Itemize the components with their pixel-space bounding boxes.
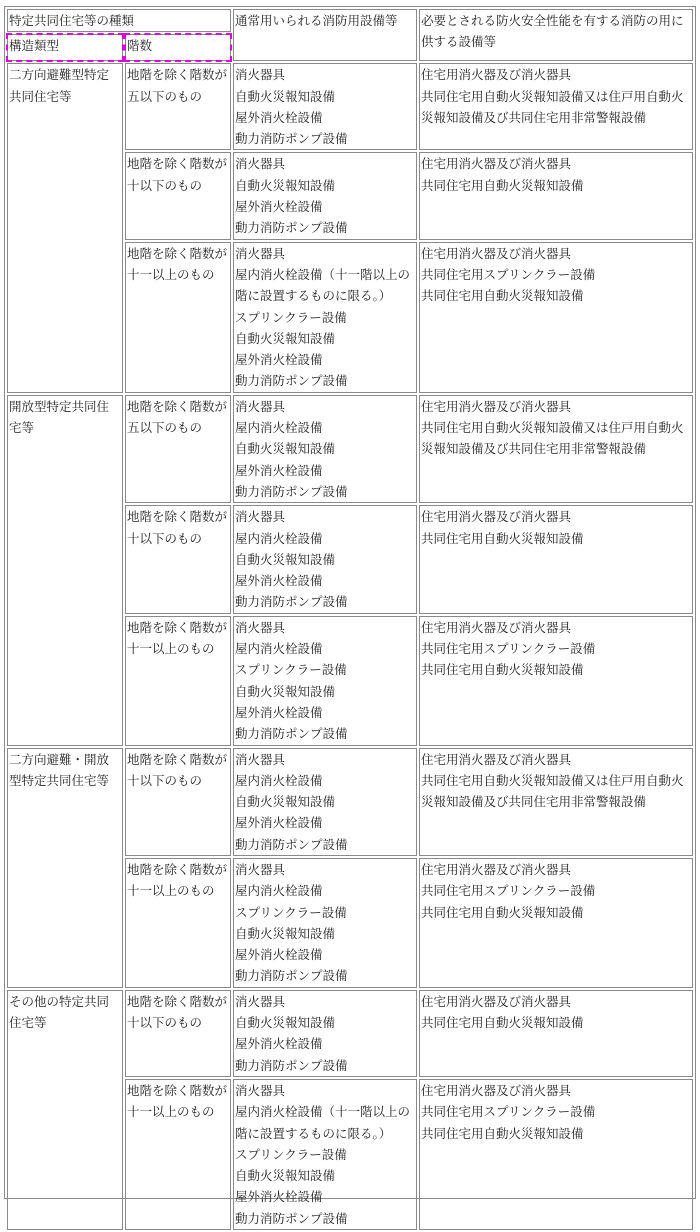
equipment-item: 屋外消火栓設備	[235, 462, 323, 478]
equipment-item: 住宅用消火器及び消火器具	[421, 861, 572, 877]
normal-equipment-cell	[233, 858, 417, 988]
equipment-item: 共同住宅用スプリンクラー設備	[421, 641, 596, 657]
normal-equipment-cell	[233, 748, 417, 856]
floor-count-cell: 地階を除く階数が十一以上のもの	[125, 242, 231, 393]
equipment-item: 動力消防ポンプ設備	[235, 1210, 348, 1226]
equipment-item: 自動火災報知設備	[235, 1168, 336, 1184]
equipment-item: 消火器具	[235, 509, 286, 525]
equipment-item: 屋内消火栓設備	[235, 530, 323, 546]
equipment-item: スプリンクラー設備	[235, 662, 347, 678]
required-equipment-cell	[419, 858, 693, 988]
equipment-item: 共同住宅用スプリンクラー設備	[421, 1104, 596, 1120]
equipment-item: 自動火災報知設備	[235, 177, 336, 193]
floor-count-cell: 地階を除く階数が十以下のもの	[125, 748, 231, 856]
equipment-item: 屋外消火栓設備	[235, 352, 323, 368]
equipment-item: スプリンクラー設備	[235, 309, 347, 325]
table-row	[7, 395, 693, 503]
equipment-item: 屋外消火栓設備	[235, 1036, 323, 1052]
equipment-item: 動力消防ポンプ設備	[235, 483, 348, 499]
equipment-item: 動力消防ポンプ設備	[235, 594, 348, 610]
normal-equipment-cell	[233, 242, 417, 393]
equipment-item: 屋内消火栓設備	[235, 883, 323, 899]
equipment-item: 動力消防ポンプ設備	[235, 968, 348, 984]
equipment-item: 消火器具	[235, 993, 286, 1009]
equipment-item: 住宅用消火器及び消火器具	[421, 67, 572, 83]
equipment-item: 共同住宅用自動火災報知設備又は住戸用自動火災報知設備及び共同住宅用非常警報設備	[421, 88, 684, 125]
structure-type-cell: その他の特定共同住宅等	[7, 990, 123, 1230]
equipment-item: 住宅用消火器及び消火器具	[421, 509, 572, 525]
floor-count-cell: 地階を除く階数が十以下のもの	[125, 505, 231, 613]
table-row	[7, 748, 693, 856]
equipment-item: 自動火災報知設備	[235, 794, 336, 810]
equipment-item: 自動火災報知設備	[235, 551, 336, 567]
normal-equipment-cell	[233, 395, 417, 503]
required-equipment-cell	[419, 990, 693, 1077]
normal-equipment-cell	[233, 990, 417, 1077]
equipment-item: 住宅用消火器及び消火器具	[421, 245, 572, 261]
fire-equipment-table	[5, 7, 695, 1232]
equipment-item: 屋内消火栓設備	[235, 772, 323, 788]
equipment-item: 消火器具	[235, 1082, 286, 1098]
equipment-item: 消火器具	[235, 245, 286, 261]
equipment-item: 屋外消火栓設備	[235, 815, 323, 831]
equipment-item: 共同住宅用自動火災報知設備	[421, 904, 584, 920]
equipment-item: 動力消防ポンプ設備	[235, 1057, 348, 1073]
equipment-item: 屋外消火栓設備	[235, 199, 323, 215]
equipment-item: 自動火災報知設備	[235, 1015, 336, 1031]
equipment-item: 消火器具	[235, 156, 286, 172]
equipment-item: 消火器具	[235, 67, 286, 83]
table-body	[7, 9, 693, 1230]
equipment-item: 消火器具	[235, 398, 286, 414]
normal-equipment-cell	[233, 616, 417, 746]
equipment-item: 消火器具	[235, 619, 286, 635]
equipment-item: 共同住宅用自動火災報知設備又は住戸用自動火災報知設備及び共同住宅用非常警報設備	[421, 772, 684, 810]
header-required-equipment: 必要とされる防火安全性能を有する消防の用に供する設備等	[419, 9, 693, 61]
equipment-item: 屋内消火栓設備（十一階以上の階に設置するものに限る。）	[235, 266, 411, 304]
required-equipment-cell	[419, 748, 693, 856]
equipment-item: 屋内消火栓設備	[235, 420, 323, 436]
equipment-item: 住宅用消火器及び消火器具	[421, 993, 572, 1009]
structure-type-cell: 二方向避難型特定共同住宅等	[7, 63, 123, 392]
equipment-item: 共同住宅用自動火災報知設備	[421, 530, 584, 546]
equipment-item: 動力消防ポンプ設備	[235, 836, 348, 852]
equipment-item: 屋外消火栓設備	[235, 109, 323, 125]
equipment-item: 屋内消火栓設備（十一階以上の階に設置するものに限る。）	[235, 1104, 411, 1141]
equipment-item: スプリンクラー設備	[235, 904, 347, 920]
equipment-item: 共同住宅用自動火災報知設備	[421, 288, 584, 304]
required-equipment-cell	[419, 63, 693, 150]
floor-count-cell: 地階を除く階数が五以下のもの	[125, 63, 231, 150]
header-floor-count: 階数	[125, 34, 231, 61]
fire-equipment-table-frame	[4, 6, 696, 1226]
equipment-item: 動力消防ポンプ設備	[235, 373, 348, 389]
equipment-item: 屋外消火栓設備	[235, 704, 323, 720]
table-row	[7, 990, 693, 1077]
equipment-item: 住宅用消火器及び消火器具	[421, 398, 572, 414]
equipment-item: 自動火災報知設備	[235, 925, 336, 941]
equipment-item: 住宅用消火器及び消火器具	[421, 156, 572, 172]
equipment-item: 屋外消火栓設備	[235, 573, 323, 589]
normal-equipment-cell	[233, 1079, 417, 1230]
header-structure-type: 構造類型	[7, 34, 123, 61]
required-equipment-cell	[419, 152, 693, 239]
equipment-item: 動力消防ポンプ設備	[235, 726, 348, 742]
equipment-item: 自動火災報知設備	[235, 330, 336, 346]
required-equipment-cell	[419, 242, 693, 393]
equipment-item: 自動火災報知設備	[235, 683, 336, 699]
equipment-item: 住宅用消火器及び消火器具	[421, 619, 572, 635]
equipment-item: 共同住宅用スプリンクラー設備	[421, 266, 596, 282]
equipment-item: 共同住宅用自動火災報知設備又は住戸用自動火災報知設備及び共同住宅用非常警報設備	[421, 420, 684, 457]
equipment-item: 自動火災報知設備	[235, 88, 336, 104]
floor-count-cell: 地階を除く階数が十一以上のもの	[125, 1079, 231, 1230]
equipment-item: 屋外消火栓設備	[235, 1189, 323, 1205]
header-type-group: 特定共同住宅等の種類	[7, 9, 231, 32]
floor-count-cell: 地階を除く階数が五以下のもの	[125, 395, 231, 503]
normal-equipment-cell	[233, 505, 417, 613]
equipment-item: 住宅用消火器及び消火器具	[421, 751, 572, 767]
table-row	[7, 63, 693, 150]
equipment-item: 共同住宅用スプリンクラー設備	[421, 883, 596, 899]
equipment-item: 屋外消火栓設備	[235, 947, 323, 963]
structure-type-cell: 二方向避難・開放型特定共同住宅等	[7, 748, 123, 988]
normal-equipment-cell	[233, 152, 417, 239]
floor-count-cell: 地階を除く階数が十一以上のもの	[125, 858, 231, 988]
floor-count-cell: 地階を除く階数が十一以上のもの	[125, 616, 231, 746]
header-row-1	[7, 9, 693, 32]
required-equipment-cell	[419, 395, 693, 503]
equipment-item: 自動火災報知設備	[235, 441, 336, 457]
floor-count-cell: 地階を除く階数が十以下のもの	[125, 152, 231, 239]
required-equipment-cell	[419, 1079, 693, 1230]
equipment-item: 消火器具	[235, 861, 286, 877]
normal-equipment-cell	[233, 63, 417, 150]
equipment-item: 共同住宅用自動火災報知設備	[421, 1125, 584, 1141]
equipment-item: 動力消防ポンプ設備	[235, 220, 348, 236]
equipment-item: スプリンクラー設備	[235, 1146, 347, 1162]
equipment-item: 共同住宅用自動火災報知設備	[421, 1015, 584, 1031]
equipment-item: 共同住宅用自動火災報知設備	[421, 177, 584, 193]
equipment-item: 住宅用消火器及び消火器具	[421, 1082, 572, 1098]
equipment-item: 動力消防ポンプ設備	[235, 131, 348, 147]
equipment-item: 共同住宅用自動火災報知設備	[421, 662, 584, 678]
equipment-item: 消火器具	[235, 751, 286, 767]
structure-type-cell: 開放型特定共同住宅等	[7, 395, 123, 746]
equipment-item: 屋内消火栓設備	[235, 641, 323, 657]
header-normal-equipment: 通常用いられる消防用設備等	[233, 9, 417, 61]
required-equipment-cell	[419, 505, 693, 613]
required-equipment-cell	[419, 616, 693, 746]
floor-count-cell: 地階を除く階数が十以下のもの	[125, 990, 231, 1077]
